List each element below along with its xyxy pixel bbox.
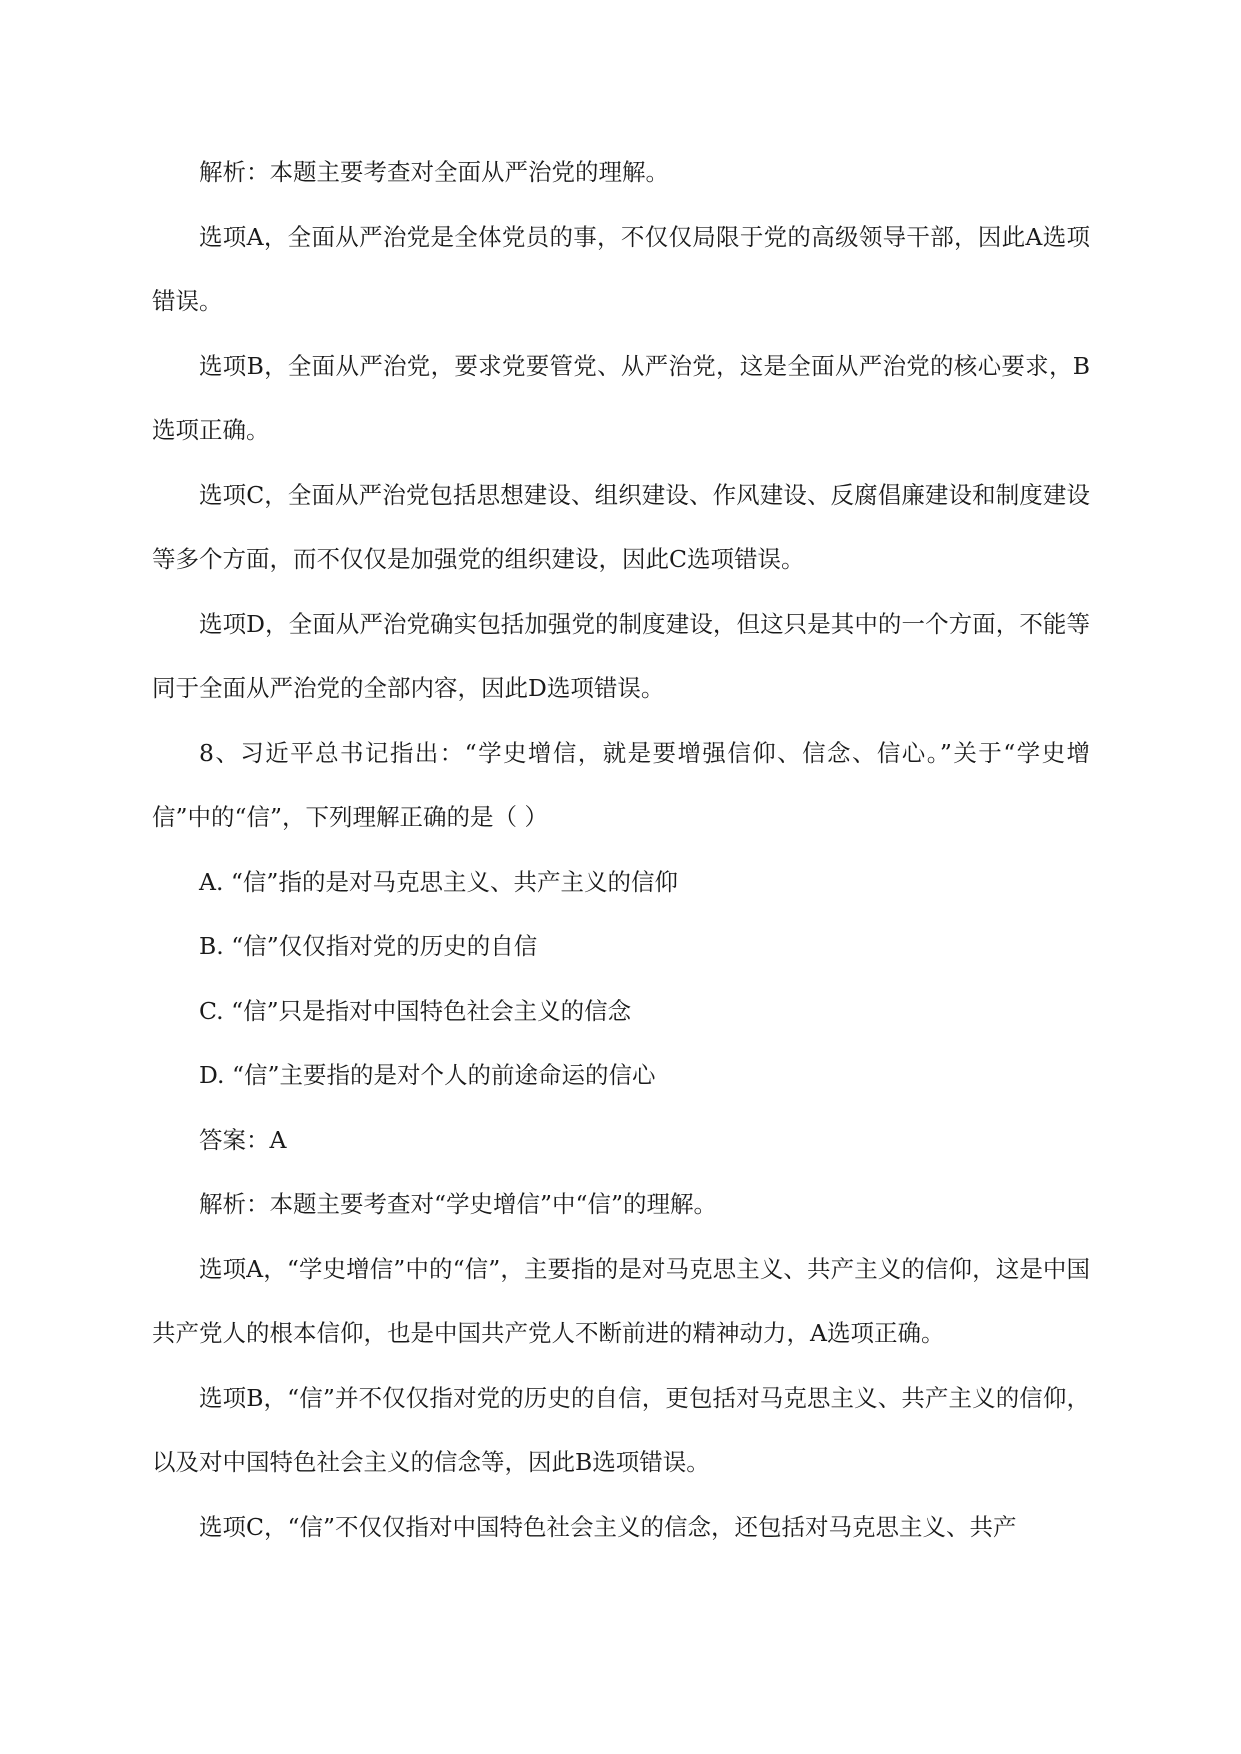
option-a-explanation: 选项A，全面从严治党是全体党员的事，不仅仅局限于党的高级领导干部，因此A选项错误。 [152, 222, 1090, 315]
choice-c: C. “信”只是指对中国特色社会主义的信念 [199, 996, 632, 1025]
choice-d: D. “信”主要指的是对个人的前途命运的信心 [199, 1061, 656, 1089]
analysis-heading-8: 解析：本题主要考查对“学史增信”中“信”的理解。 [199, 1190, 718, 1218]
option-d-explanation: 选项D，全面从严治党确实包括加强党的制度建设，但这只是其中的一个方面，不能等同于全面从严治党的全部内容，因此D选项错误。 [152, 609, 1090, 702]
option-b-explanation: 选项B，全面从严治党，要求党要管党、从严治党，这是全面从严治党的核心要求，B选项正确。 [152, 351, 1090, 444]
option-c-explanation-8: 选项C，“信”不仅仅指对中国特色社会主义的信念，还包括对马克思主义、共产 [199, 1512, 1017, 1541]
choice-a: A. “信”指的是对马克思主义、共产主义的信仰 [199, 867, 678, 896]
question-8: 8、习近平总书记指出：“学史增信，就是要增强信仰、信念、信心。”关于“学史增信”中的“信”，下列理解正确的是（ ） [152, 738, 1090, 831]
option-a-explanation-8: 选项A，“学史增信”中的“信”，主要指的是对马克思主义、共产主义的信仰，这是中国共产党人的根本信仰，也是中国共产党人不断前进的精神动力，A选项正确。 [152, 1254, 1090, 1347]
answer-line: 答案：A [199, 1125, 287, 1154]
choice-b: B. “信”仅仅指对党的历史的自信 [199, 932, 538, 960]
option-c-explanation: 选项C，全面从严治党包括思想建设、组织建设、作风建设、反腐倡廉建设和制度建设等多个方面，而不仅仅是加强党的组织建设，因此C选项错误。 [152, 480, 1090, 573]
document-body [152, 140, 1090, 1559]
option-b-explanation-8: 选项B，“信”并不仅仅指对党的历史的自信，更包括对马克思主义、共产主义的信仰，以及对中国特色社会主义的信念等，因此B选项错误。 [152, 1383, 1090, 1476]
analysis-heading: 解析：本题主要考查对全面从严治党的理解。 [199, 158, 669, 186]
